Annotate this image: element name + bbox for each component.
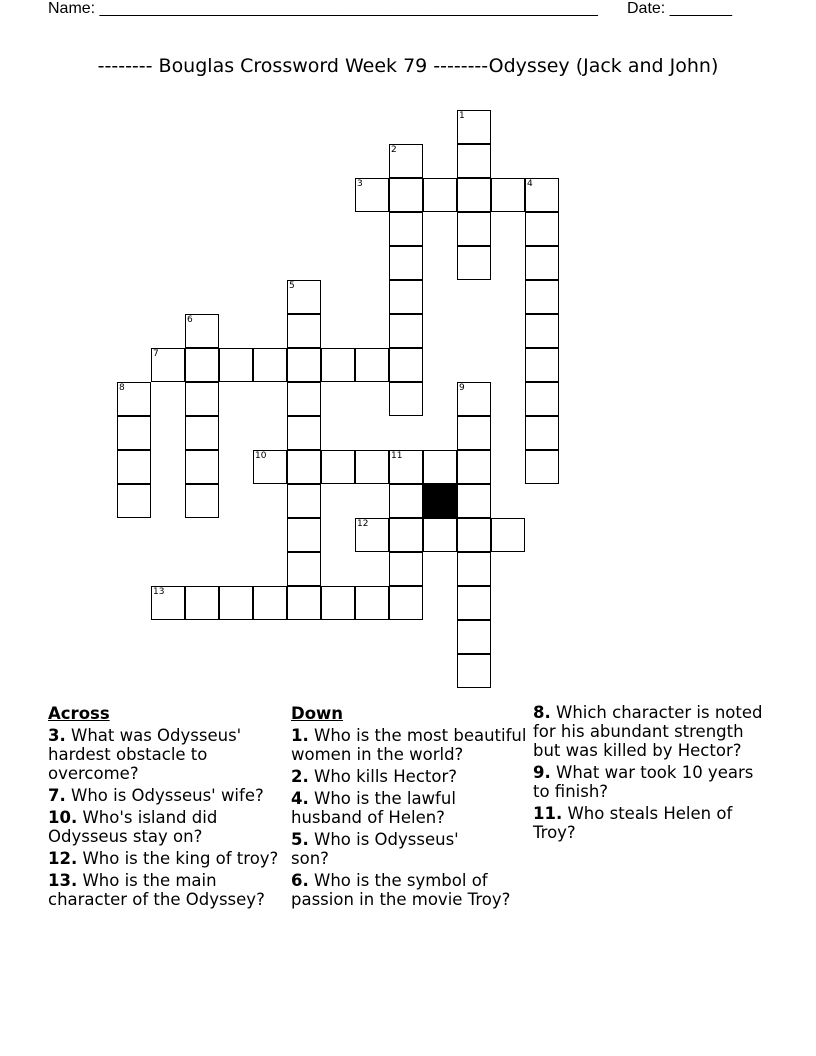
crossword-cell[interactable] <box>253 586 287 620</box>
crossword-cell[interactable] <box>287 586 321 620</box>
crossword-cell[interactable] <box>457 178 491 212</box>
crossword-cell[interactable] <box>389 382 423 416</box>
crossword-cell[interactable] <box>389 552 423 586</box>
clue-number: 6 <box>187 315 193 325</box>
crossword-cell[interactable] <box>389 518 423 552</box>
crossword-cell[interactable] <box>457 246 491 280</box>
crossword-cell[interactable] <box>287 518 321 552</box>
crossword-cell[interactable] <box>185 586 219 620</box>
clue-down-1: 1. Who is the most beautiful women in the world? <box>291 726 527 764</box>
clue-number: 7 <box>153 349 159 359</box>
clue-number: 1 <box>459 111 465 121</box>
crossword-cell[interactable] <box>389 280 423 314</box>
crossword-cell[interactable] <box>423 178 457 212</box>
clue-number: 12 <box>357 519 369 529</box>
crossword-cell[interactable] <box>389 178 423 212</box>
clue-down-9: 9. What war took 10 years to finish? <box>533 763 754 801</box>
crossword-cell[interactable] <box>219 586 253 620</box>
name-field-label: Name: ________________________________________________________ <box>48 0 598 17</box>
crossword-cell[interactable] <box>117 450 151 484</box>
clue-number: 13 <box>153 587 165 597</box>
crossword-cell[interactable] <box>389 246 423 280</box>
down-clues <box>291 703 531 912</box>
crossword-cell[interactable] <box>457 620 491 654</box>
crossword-cell[interactable] <box>253 348 287 382</box>
crossword-cell[interactable] <box>457 450 491 484</box>
clue-number: 3 <box>357 179 363 189</box>
clue-number: 9 <box>459 383 465 393</box>
down-heading: Down <box>291 704 344 723</box>
down-clues-continued <box>533 703 773 845</box>
clue-number: 2 <box>391 145 397 155</box>
crossword-cell[interactable] <box>287 416 321 450</box>
crossword-cell[interactable] <box>525 416 559 450</box>
clue-down-6: 6. Who is the symbol of passion in the movie Troy? <box>291 871 511 909</box>
crossword-cell[interactable] <box>525 280 559 314</box>
crossword-cell[interactable] <box>525 382 559 416</box>
crossword-cell[interactable] <box>287 382 321 416</box>
date-field-label: Date: _______ <box>627 0 732 17</box>
crossword-cell[interactable] <box>525 314 559 348</box>
crossword-cell[interactable] <box>389 348 423 382</box>
clue-down-8: 8. Which character is noted for his abundant strength but was killed by Hector? <box>533 703 763 760</box>
crossword-cell[interactable] <box>117 382 151 416</box>
crossword-cell[interactable] <box>423 518 457 552</box>
crossword-cell[interactable] <box>185 484 219 518</box>
crossword-cell[interactable] <box>389 484 423 518</box>
clue-across-13: 13. Who is the main character of the Odyssey? <box>48 871 265 909</box>
crossword-cell[interactable] <box>525 348 559 382</box>
crossword-cell[interactable] <box>389 450 423 484</box>
crossword-cell[interactable] <box>457 654 491 688</box>
crossword-cell[interactable] <box>355 518 389 552</box>
crossword-cell[interactable] <box>151 586 185 620</box>
crossword-cell[interactable] <box>389 586 423 620</box>
crossword-cell[interactable] <box>389 212 423 246</box>
crossword-cell[interactable] <box>321 450 355 484</box>
clue-across-10: 10. Who's island did Odysseus stay on? <box>48 808 218 846</box>
crossword-cell[interactable] <box>117 416 151 450</box>
crossword-cell[interactable] <box>457 110 491 144</box>
crossword-cell[interactable] <box>287 450 321 484</box>
crossword-cell[interactable] <box>457 552 491 586</box>
black-square <box>423 484 457 518</box>
crossword-cell[interactable] <box>185 416 219 450</box>
crossword-cell[interactable] <box>321 348 355 382</box>
across-clues <box>48 703 283 912</box>
crossword-cell[interactable] <box>355 348 389 382</box>
crossword-cell[interactable] <box>457 144 491 178</box>
clue-number: 10 <box>255 451 267 461</box>
across-heading: Across <box>48 704 110 723</box>
crossword-cell[interactable] <box>117 484 151 518</box>
crossword-cell[interactable] <box>355 178 389 212</box>
crossword-cell[interactable] <box>491 178 525 212</box>
clue-number: 11 <box>391 451 403 461</box>
clue-down-2: 2. Who kills Hector? <box>291 767 457 786</box>
crossword-cell[interactable] <box>457 586 491 620</box>
clue-number: 4 <box>527 179 533 189</box>
crossword-cell[interactable] <box>151 348 185 382</box>
crossword-cell[interactable] <box>219 348 253 382</box>
puzzle-title: -------- Bouglas Crossword Week 79 --------Odyssey (Jack and John) <box>97 55 719 77</box>
crossword-cell[interactable] <box>491 518 525 552</box>
clue-across-7: 7. Who is Odysseus' wife? <box>48 786 264 805</box>
crossword-cell[interactable] <box>389 314 423 348</box>
crossword-cell[interactable] <box>525 212 559 246</box>
crossword-cell[interactable] <box>321 586 355 620</box>
clue-down-5: 5. Who is Odysseus' son? <box>291 830 459 868</box>
crossword-cell[interactable] <box>253 450 287 484</box>
crossword-cell[interactable] <box>185 450 219 484</box>
clue-number: 8 <box>119 383 125 393</box>
crossword-cell[interactable] <box>355 586 389 620</box>
crossword-cell[interactable] <box>525 450 559 484</box>
crossword-cell[interactable] <box>287 280 321 314</box>
clue-number: 5 <box>289 281 295 291</box>
clue-down-4: 4. Who is the lawful husband of Helen? <box>291 789 456 827</box>
crossword-cell[interactable] <box>287 484 321 518</box>
crossword-cell[interactable] <box>355 450 389 484</box>
clue-across-12: 12. Who is the king of troy? <box>48 849 279 868</box>
crossword-cell[interactable] <box>457 212 491 246</box>
crossword-cell[interactable] <box>457 518 491 552</box>
crossword-cell[interactable] <box>457 484 491 518</box>
crossword-cell[interactable] <box>185 348 219 382</box>
crossword-cell[interactable] <box>423 450 457 484</box>
crossword-cell[interactable] <box>457 416 491 450</box>
crossword-cell[interactable] <box>287 552 321 586</box>
clue-across-3: 3. What was Odysseus' hardest obstacle to overcome? <box>48 726 242 783</box>
crossword-cell[interactable] <box>525 246 559 280</box>
crossword-cell[interactable] <box>525 178 559 212</box>
crossword-cell[interactable] <box>185 382 219 416</box>
crossword-cell[interactable] <box>457 382 491 416</box>
crossword-cell[interactable] <box>287 314 321 348</box>
crossword-cell[interactable] <box>287 348 321 382</box>
crossword-cell[interactable] <box>389 144 423 178</box>
crossword-cell[interactable] <box>185 314 219 348</box>
clue-down-11: 11. Who steals Helen of Troy? <box>533 804 733 842</box>
